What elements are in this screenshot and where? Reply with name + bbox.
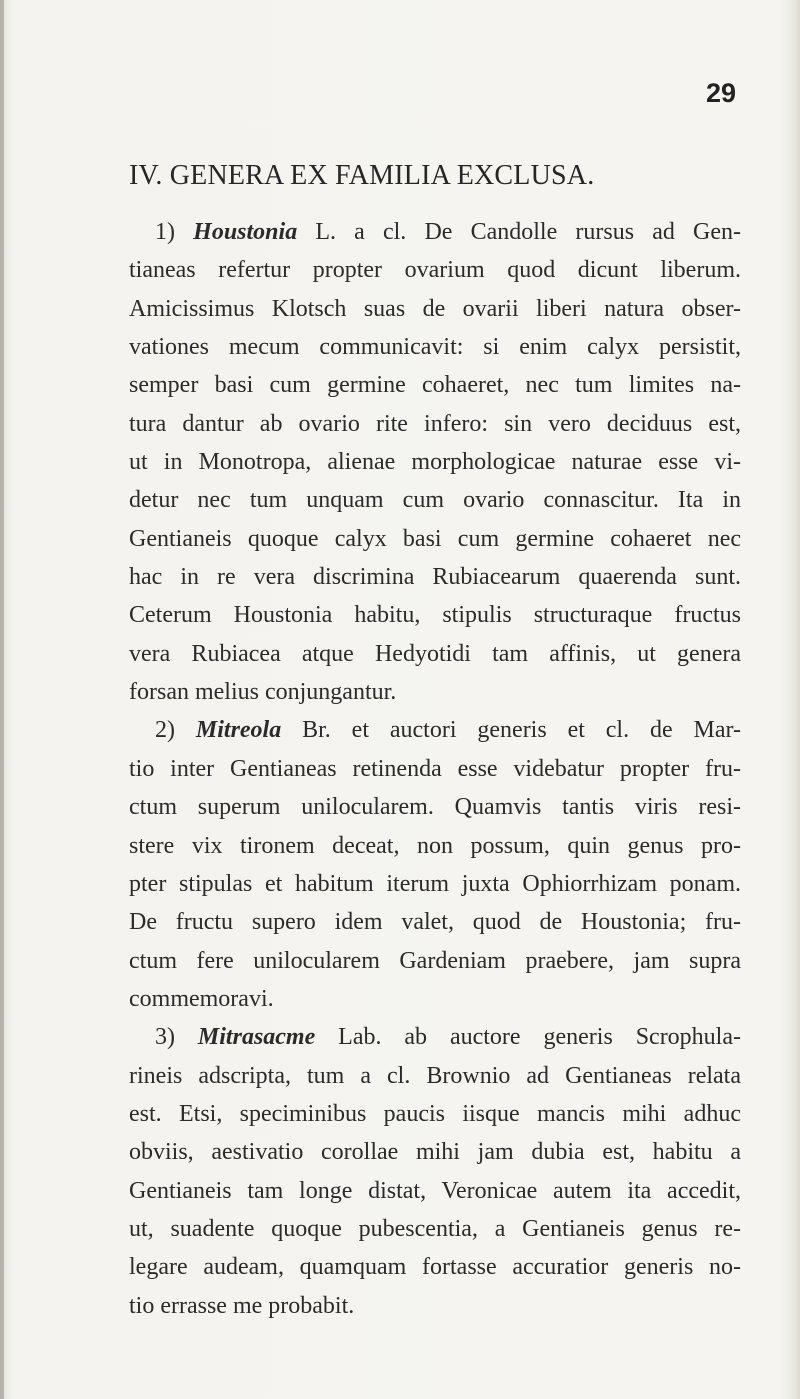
text-line: ut, suadente quoque pubescentia, a Gentianeis genus re- [129, 1215, 741, 1242]
text-line: 2) Mitreola Br. et auctori generis et cl. de Mar- [155, 717, 741, 744]
text-line: legare audeam, quamquam fortasse accuratior generis no- [129, 1254, 741, 1281]
text-line: detur nec tum unquam cum ovario connascitur. Ita in [129, 487, 741, 514]
paragraph-houstonia [129, 213, 741, 711]
text-line: tianeas refertur propter ovarium quod dicunt liberum. [129, 257, 741, 284]
paragraph-mitreola [129, 711, 741, 1018]
text-line: ut in Monotropa, alienae morphologicae naturae esse vi- [129, 449, 741, 476]
text-line: pter stipulas et habitum iterum juxta Ophiorrhizam ponam. [129, 870, 741, 897]
text-line: commemoravi. [129, 985, 274, 1012]
text-line: ctum superum unilocularem. Quamvis tantis viris resi- [129, 794, 741, 821]
text-line: tio inter Gentianeas retinenda esse videbatur propter fru- [129, 755, 741, 782]
text-line: vera Rubiacea atque Hedyotidi tam affinis, ut genera [129, 640, 741, 667]
genus-name: Mitreola [195, 717, 282, 744]
text-line: ctum fere unilocularem Gardeniam praebere, jam supra [129, 947, 741, 974]
text-line: stere vix tironem deceat, non possum, quin genus pro- [129, 832, 741, 859]
genus-name: Houstonia [193, 219, 298, 245]
text-line: hac in re vera discrimina Rubiacearum quaerenda sunt. [129, 564, 741, 591]
genus-name: Mitrasacme [197, 1024, 316, 1051]
text-line: Gentianeis quoque calyx basi cum germine cohaeret nec [129, 525, 741, 552]
text-line: Gentianeis tam longe distat, Veronicae autem ita accedit, [129, 1177, 741, 1204]
text-line: est. Etsi, speciminibus paucis iisque mancis mihi adhuc [129, 1100, 741, 1127]
text-line: 3) Mitrasacme Lab. ab auctore generis Scrophula- [155, 1024, 741, 1051]
text-line: Amicissimus Klotsch suas de ovarii liberi natura obser- [129, 295, 741, 322]
text-line: tura dantur ab ovario rite infero: sin vero deciduus est, [129, 410, 741, 437]
text-line: rineis adscripta, tum a cl. Brownio ad Gentianeas relata [129, 1062, 741, 1089]
page-number: 29 [705, 78, 736, 108]
text-line: semper basi cum germine cohaeret, nec tum limites na- [129, 372, 741, 399]
text-line: obviis, aestivatio corollae mihi jam dubia est, habitu a [129, 1139, 741, 1166]
text-line: De fructu supero idem valet, quod de Houstonia; fru- [129, 909, 741, 936]
page-edge-shadow [0, 0, 4, 1399]
text-line: vationes mecum communicavit: si enim calyx persistit, [129, 334, 741, 361]
body-text [129, 213, 741, 1325]
text-line: 1) Houstonia L. a cl. De Candolle rursus ad Gen- [155, 219, 741, 245]
paragraph-mitrasacme [129, 1018, 741, 1325]
text-line: forsan melius conjungantur. [129, 679, 397, 706]
text-line: Ceterum Houstonia habitu, stipulis structuraque fructus [129, 602, 741, 629]
section-heading: IV. GENERA EX FAMILIA EXCLUSA. [129, 160, 595, 191]
text-line: tio errasse me probabit. [129, 1292, 355, 1319]
